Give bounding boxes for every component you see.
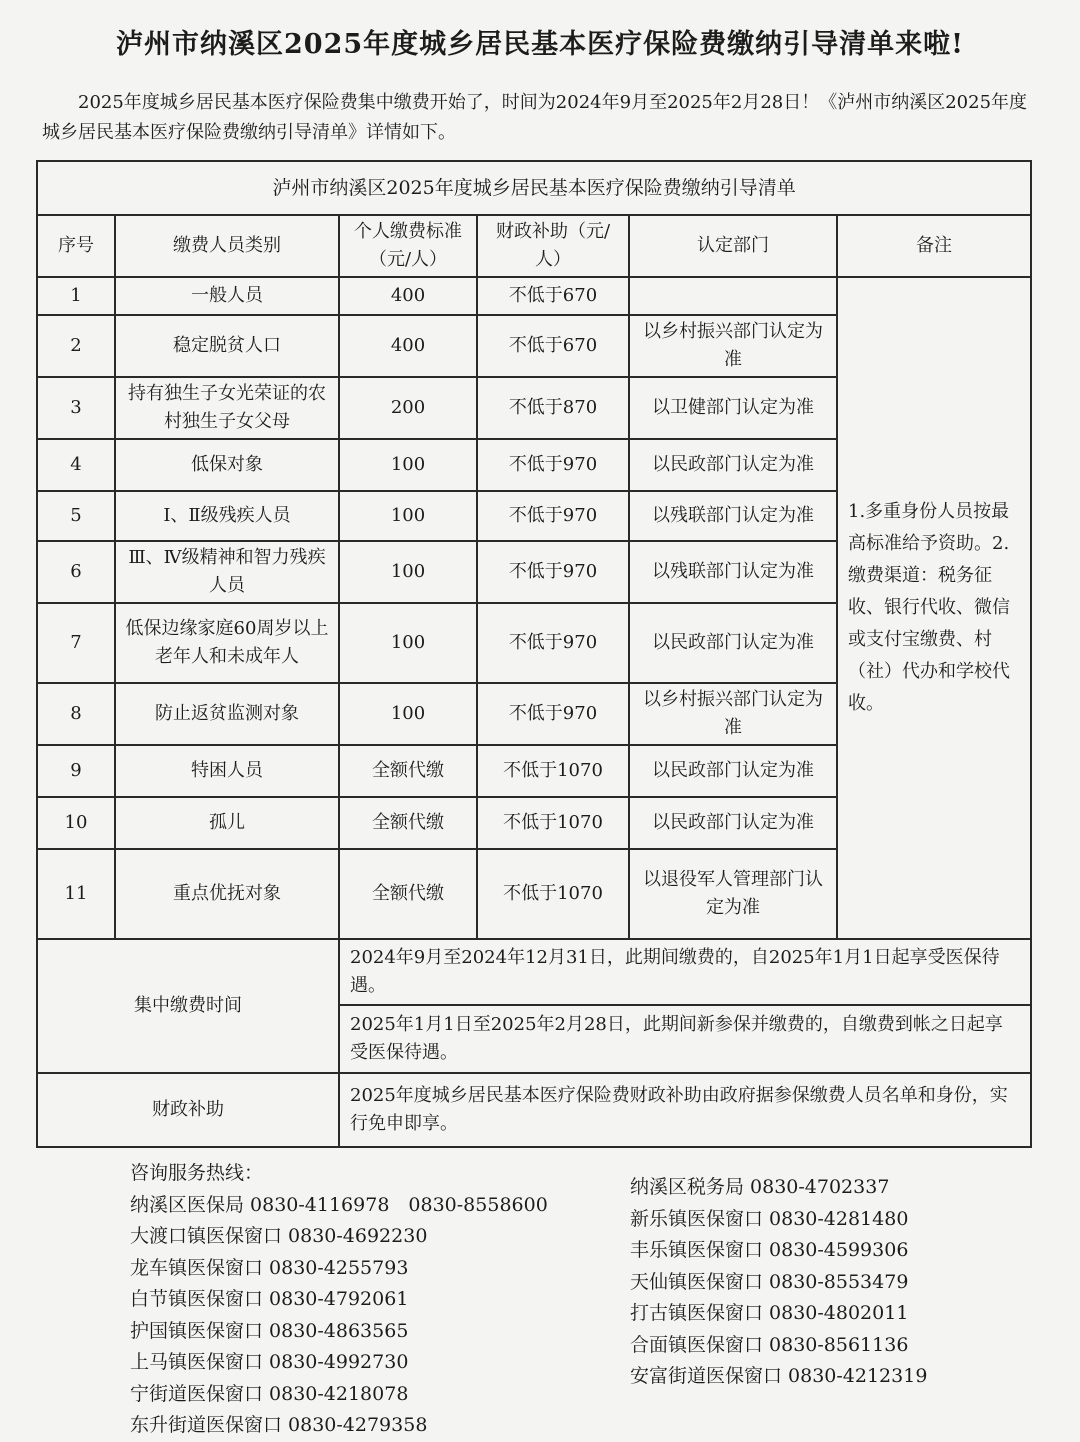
payment-period-row-1 xyxy=(37,939,1031,1005)
hotline-heading: 咨询服务热线： xyxy=(130,1162,264,1184)
header-no: 序号 xyxy=(37,215,115,277)
payment-period-label: 集中缴费时间 xyxy=(37,939,339,1073)
cell-subsidy: 不低于1070 xyxy=(477,745,629,797)
cell-no: 2 xyxy=(37,315,115,377)
hotline-phone: 0830-8553479 xyxy=(769,1270,909,1293)
cell-personal: 400 xyxy=(339,277,477,315)
hotline-phone: 0830-4863565 xyxy=(269,1319,409,1342)
hotline-name: 白节镇医保窗口 xyxy=(130,1288,264,1310)
cell-category: 持有独生子女光荣证的农村独生子女父母 xyxy=(115,377,339,439)
cell-no: 1 xyxy=(37,277,115,315)
table-row xyxy=(37,277,1031,315)
header-category: 缴费人员类别 xyxy=(115,215,339,277)
cell-category: 防止返贫监测对象 xyxy=(115,683,339,745)
cell-no: 11 xyxy=(37,849,115,939)
hotline-name: 合面镇医保窗口 xyxy=(630,1333,764,1356)
hotline-name: 天仙镇医保窗口 xyxy=(630,1270,764,1293)
remark-cell: 1.多重身份人员按最高标准给予资助。2.缴费渠道：税务征收、银行代收、微信或支付宝缴费、村（社）代办和学校代收。 xyxy=(837,277,1031,939)
table-caption: 泸州市纳溪区2025年度城乡居民基本医疗保险费缴纳引导清单 xyxy=(37,161,1031,215)
hotline-name: 安富街道医保窗口 xyxy=(630,1365,783,1387)
hotline-name: 打古镇医保窗口 xyxy=(630,1302,764,1324)
hotline-phone: 0830-4212319 xyxy=(788,1365,928,1387)
hotline-item xyxy=(630,1267,1050,1299)
payment-period-text-2: 2025年1月1日至2025年2月28日，此期间新参保并缴费的，自缴费到帐之日起享受医保待遇。 xyxy=(339,1005,1031,1073)
cell-dept: 以民政部门认定为准 xyxy=(629,745,837,797)
cell-personal: 全额代缴 xyxy=(339,849,477,939)
cell-no: 5 xyxy=(37,491,115,541)
cell-dept: 以卫健部门认定为准 xyxy=(629,377,837,439)
hotline-name: 丰乐镇医保窗口 xyxy=(630,1239,764,1261)
hotline-item xyxy=(130,1190,610,1222)
hotline-item xyxy=(130,1410,610,1442)
cell-no: 3 xyxy=(37,377,115,439)
cell-personal: 100 xyxy=(339,603,477,683)
hotline-phone: 0830-8561136 xyxy=(769,1333,909,1356)
cell-category: 特困人员 xyxy=(115,745,339,797)
cell-subsidy: 不低于970 xyxy=(477,683,629,745)
hotline-left-column xyxy=(130,1158,610,1442)
header-dept: 认定部门 xyxy=(629,215,837,277)
cell-dept: 以民政部门认定为准 xyxy=(629,439,837,491)
subsidy-label: 财政补助 xyxy=(37,1073,339,1147)
hotline-right-column xyxy=(630,1172,1050,1393)
cell-category: 重点优抚对象 xyxy=(115,849,339,939)
cell-subsidy: 不低于870 xyxy=(477,377,629,439)
header-personal: 个人缴费标准（元/人） xyxy=(339,215,477,277)
cell-personal: 400 xyxy=(339,315,477,377)
hotline-name: 东升街道医保窗口 xyxy=(130,1414,283,1436)
cell-dept: 以乡村振兴部门认定为准 xyxy=(629,315,837,377)
table-header-row xyxy=(37,215,1031,277)
hotline-phone: 0830-4802011 xyxy=(769,1302,909,1324)
hotline-item xyxy=(630,1172,1050,1204)
hotline-item xyxy=(130,1379,610,1411)
hotline-name: 上马镇医保窗口 xyxy=(130,1351,264,1373)
hotline-item xyxy=(130,1347,610,1379)
cell-subsidy: 不低于1070 xyxy=(477,849,629,939)
intro-paragraph: 2025年度城乡居民基本医疗保险费集中缴费开始了，时间为2024年9月至2025年2月28日！《泸州市纳溪区2025年度城乡居民基本医疗保险费缴纳引导清单》详情如下。 xyxy=(42,92,1028,143)
subsidy-text: 2025年度城乡居民基本医疗保险费财政补助由政府据参保缴费人员名单和身份，实行免申即享。 xyxy=(339,1073,1031,1147)
header-subsidy: 财政补助（元/人） xyxy=(477,215,629,277)
hotline-item xyxy=(630,1361,1050,1393)
cell-dept: 以乡村振兴部门认定为准 xyxy=(629,683,837,745)
subsidy-row xyxy=(37,1073,1031,1147)
guide-table xyxy=(36,160,1032,1148)
cell-dept: 以退役军人管理部门认定为准 xyxy=(629,849,837,939)
cell-personal: 100 xyxy=(339,683,477,745)
hotline-item xyxy=(630,1298,1050,1330)
hotline-name: 宁街道医保窗口 xyxy=(130,1382,264,1405)
hotline-item xyxy=(630,1235,1050,1267)
hotline-phone: 0830-4281480 xyxy=(769,1207,909,1230)
page-title: 泸州市纳溪区2025年度城乡居民基本医疗保险费缴纳引导清单来啦! xyxy=(116,29,964,60)
hotline-name: 大渡口镇医保窗口 xyxy=(130,1225,283,1247)
cell-personal: 全额代缴 xyxy=(339,797,477,849)
hotline-phone: 0830-4279358 xyxy=(288,1414,428,1436)
cell-personal: 全额代缴 xyxy=(339,745,477,797)
hotline-name: 护国镇医保窗口 xyxy=(130,1319,264,1342)
hotline-item xyxy=(630,1204,1050,1236)
hotline-item xyxy=(130,1284,610,1316)
cell-subsidy: 不低于970 xyxy=(477,603,629,683)
cell-dept: 以残联部门认定为准 xyxy=(629,491,837,541)
hotline-phone: 0830-4792061 xyxy=(269,1288,409,1310)
hotline-item xyxy=(130,1221,610,1253)
cell-no: 6 xyxy=(37,541,115,603)
cell-subsidy: 不低于670 xyxy=(477,315,629,377)
cell-category: 低保边缘家庭60周岁以上老年人和未成年人 xyxy=(115,603,339,683)
cell-subsidy: 不低于970 xyxy=(477,541,629,603)
hotline-phone: 0830-4255793 xyxy=(269,1256,409,1279)
cell-subsidy: 不低于970 xyxy=(477,439,629,491)
cell-dept: 以民政部门认定为准 xyxy=(629,797,837,849)
hotline-item xyxy=(630,1330,1050,1362)
header-remark: 备注 xyxy=(837,215,1031,277)
cell-no: 9 xyxy=(37,745,115,797)
hotline-phone: 0830-4692230 xyxy=(288,1225,428,1247)
hotline-item xyxy=(130,1253,610,1285)
cell-no: 8 xyxy=(37,683,115,745)
cell-category: 稳定脱贫人口 xyxy=(115,315,339,377)
hotline-item xyxy=(130,1316,610,1348)
cell-dept: 以残联部门认定为准 xyxy=(629,541,837,603)
cell-personal: 100 xyxy=(339,439,477,491)
cell-personal: 100 xyxy=(339,491,477,541)
hotline-name: 新乐镇医保窗口 xyxy=(630,1207,764,1230)
cell-no: 4 xyxy=(37,439,115,491)
hotline-phone: 0830-4702337 xyxy=(750,1176,890,1198)
cell-personal: 100 xyxy=(339,541,477,603)
cell-category: 低保对象 xyxy=(115,439,339,491)
cell-no: 10 xyxy=(37,797,115,849)
cell-category: Ⅰ、Ⅱ级残疾人员 xyxy=(115,491,339,541)
hotline-name: 龙车镇医保窗口 xyxy=(130,1256,264,1279)
cell-no: 7 xyxy=(37,603,115,683)
cell-subsidy: 不低于970 xyxy=(477,491,629,541)
cell-category: 孤儿 xyxy=(115,797,339,849)
payment-period-text-1: 2024年9月至2024年12月31日，此期间缴费的，自2025年1月1日起享受医保待遇。 xyxy=(339,939,1031,1005)
cell-subsidy: 不低于1070 xyxy=(477,797,629,849)
cell-subsidy: 不低于670 xyxy=(477,277,629,315)
hotline-phone: 0830-4116978 0830-8558600 xyxy=(250,1193,548,1216)
hotline-phone: 0830-4599306 xyxy=(769,1239,909,1261)
hotline-phone: 0830-4218078 xyxy=(269,1382,409,1405)
hotline-name: 纳溪区医保局 xyxy=(130,1193,245,1216)
cell-category: Ⅲ、Ⅳ级精神和智力残疾人员 xyxy=(115,541,339,603)
cell-category: 一般人员 xyxy=(115,277,339,315)
cell-dept: 以民政部门认定为准 xyxy=(629,603,837,683)
cell-dept xyxy=(629,277,837,315)
cell-personal: 200 xyxy=(339,377,477,439)
hotline-phone: 0830-4992730 xyxy=(269,1351,409,1373)
hotline-name: 纳溪区税务局 xyxy=(630,1176,745,1198)
